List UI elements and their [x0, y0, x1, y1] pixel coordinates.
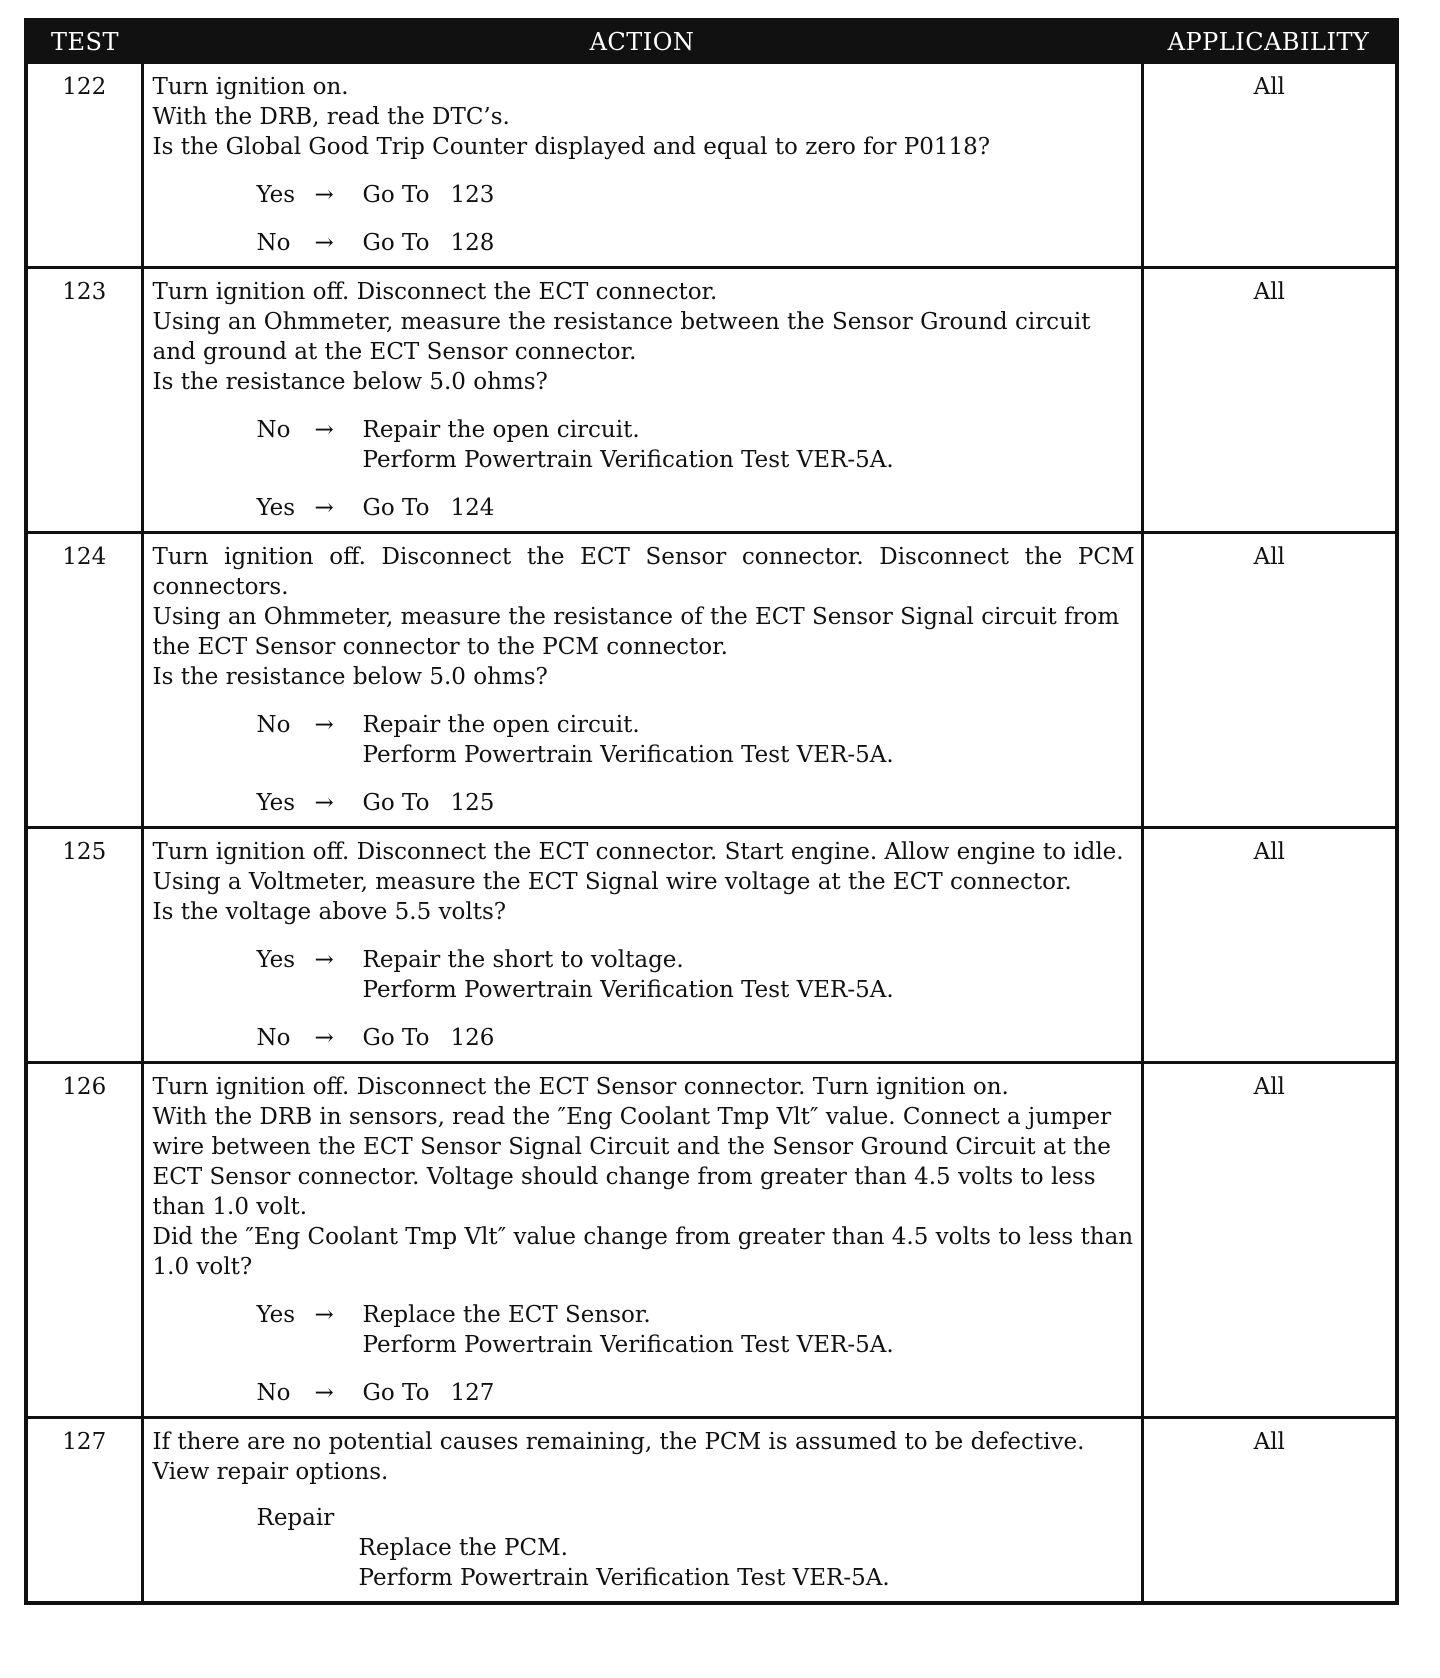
- repair-options: [257, 1503, 1135, 1593]
- table-row: [26, 1418, 1397, 1604]
- answer-label: No: [256, 1025, 291, 1051]
- instruction-line: Did the ″Eng Coolant Tmp Vlt″ value change from greater than 4.5 volts to less than 1.0 volt?: [152, 1224, 1134, 1280]
- test-instructions: [153, 542, 1135, 692]
- instruction-line: Turn ignition on.: [152, 74, 349, 100]
- result-yes: [257, 493, 1135, 523]
- answer-label: No: [256, 712, 291, 738]
- instruction-line: Is the voltage above 5.5 volts?: [152, 899, 507, 925]
- result-no: [257, 1378, 1135, 1408]
- goto-label: Go To: [362, 230, 430, 256]
- instruction-line: Is the Global Good Trip Counter displayed and equal to zero for P0118?: [152, 134, 991, 160]
- test-number: 124: [26, 533, 142, 828]
- applicability-cell: All: [1142, 1418, 1397, 1604]
- table-row: [26, 63, 1397, 268]
- result-action: Perform Powertrain Verification Test VER-5A.: [362, 977, 894, 1003]
- goto-target: 126: [450, 1025, 495, 1051]
- goto-target: 127: [450, 1380, 495, 1406]
- test-instructions: [153, 1427, 1135, 1487]
- test-instructions: [153, 837, 1135, 927]
- instruction-line: Turn ignition off. Disconnect the ECT Sensor connector. Turn ignition on.: [152, 1074, 1009, 1100]
- instruction-line: Using a Voltmeter, measure the ECT Signal wire voltage at the ECT connector.: [152, 869, 1072, 895]
- table-row: [26, 268, 1397, 533]
- result-action: Perform Powertrain Verification Test VER-5A.: [362, 447, 894, 473]
- goto-label: Go To: [362, 790, 430, 816]
- result-yes: [257, 1300, 1135, 1360]
- result-yes: [257, 180, 1135, 210]
- repair-step: Perform Powertrain Verification Test VER-5A.: [358, 1565, 890, 1591]
- repair-step: Replace the PCM.: [358, 1535, 568, 1561]
- applicability-cell: All: [1142, 533, 1397, 828]
- result-no: [257, 228, 1135, 258]
- answer-label: Yes: [256, 182, 296, 208]
- table-row: [26, 533, 1397, 828]
- answer-label: Yes: [256, 1302, 296, 1328]
- result-action: Perform Powertrain Verification Test VER-5A.: [362, 742, 894, 768]
- instruction-line: Turn ignition off. Disconnect the ECT Sensor connector. Disconnect the PCM connectors.: [152, 544, 1135, 600]
- test-number: 125: [26, 828, 142, 1063]
- action-cell: [142, 268, 1142, 533]
- action-cell: [142, 1418, 1142, 1604]
- result-action: Repair the open circuit.: [362, 712, 640, 738]
- test-instructions: [153, 1072, 1135, 1282]
- goto-target: 128: [450, 230, 495, 256]
- arrow-icon: →: [314, 230, 334, 256]
- result-action: Repair the open circuit.: [362, 417, 640, 443]
- diagnostic-test-table: [24, 18, 1399, 1605]
- test-number: 126: [26, 1063, 142, 1418]
- table-header: [26, 20, 1397, 63]
- arrow-icon: →: [314, 417, 334, 443]
- arrow-icon: →: [314, 495, 334, 521]
- arrow-icon: →: [314, 1380, 334, 1406]
- goto-label: Go To: [362, 182, 430, 208]
- result-action: Repair the short to voltage.: [362, 947, 684, 973]
- goto-label: Go To: [362, 495, 430, 521]
- repair-label: Repair: [256, 1505, 335, 1531]
- instruction-line: Turn ignition off. Disconnect the ECT connector. Start engine. Allow engine to idle.: [152, 839, 1124, 865]
- goto-label: Go To: [362, 1025, 430, 1051]
- arrow-icon: →: [314, 712, 334, 738]
- instruction-line: Is the resistance below 5.0 ohms?: [152, 369, 548, 395]
- result-no: [257, 1023, 1135, 1053]
- table-row: [26, 828, 1397, 1063]
- table-row: [26, 1063, 1397, 1418]
- action-cell: [142, 533, 1142, 828]
- test-instructions: [153, 277, 1135, 397]
- arrow-icon: →: [314, 1302, 334, 1328]
- goto-label: Go To: [362, 1380, 430, 1406]
- goto-target: 123: [450, 182, 495, 208]
- goto-target: 125: [450, 790, 495, 816]
- result-yes: [257, 945, 1135, 1005]
- instruction-line: With the DRB in sensors, read the ″Eng Coolant Tmp Vlt″ value. Connect a jumper wire between the ECT Sensor Signal Circuit and the Sensor Ground Circuit at the ECT Sensor connector. Voltage should change from greater than 4.5 volts to less than 1.0 volt.: [152, 1104, 1112, 1220]
- action-cell: [142, 828, 1142, 1063]
- result-yes: [257, 788, 1135, 818]
- answer-label: No: [256, 417, 291, 443]
- answer-label: No: [256, 230, 291, 256]
- answer-label: Yes: [256, 495, 296, 521]
- arrow-icon: →: [314, 1025, 334, 1051]
- instruction-line: Is the resistance below 5.0 ohms?: [152, 664, 548, 690]
- test-number: 123: [26, 268, 142, 533]
- instruction-line: Using an Ohmmeter, measure the resistance between the Sensor Ground circuit and ground at the ECT Sensor connector.: [152, 309, 1091, 365]
- instruction-line: If there are no potential causes remaining, the PCM is assumed to be defective.: [152, 1429, 1085, 1455]
- arrow-icon: →: [314, 182, 334, 208]
- instruction-line: View repair options.: [152, 1459, 389, 1485]
- test-number: 122: [26, 63, 142, 268]
- header-test: TEST: [26, 20, 142, 63]
- action-cell: [142, 63, 1142, 268]
- applicability-cell: All: [1142, 1063, 1397, 1418]
- arrow-icon: →: [314, 790, 334, 816]
- test-number: 127: [26, 1418, 142, 1604]
- header-applicability: APPLICABILITY: [1142, 20, 1397, 63]
- result-no: [257, 710, 1135, 770]
- goto-target: 124: [450, 495, 495, 521]
- result-action: Perform Powertrain Verification Test VER-5A.: [362, 1332, 894, 1358]
- action-cell: [142, 1063, 1142, 1418]
- applicability-cell: All: [1142, 828, 1397, 1063]
- instruction-line: With the DRB, read the DTC’s.: [152, 104, 510, 130]
- answer-label: No: [256, 1380, 291, 1406]
- header-action: ACTION: [142, 20, 1142, 63]
- instruction-line: Turn ignition off. Disconnect the ECT connector.: [152, 279, 718, 305]
- instruction-line: Using an Ohmmeter, measure the resistance of the ECT Sensor Signal circuit from the ECT Sensor connector to the PCM connector.: [152, 604, 1120, 660]
- arrow-icon: →: [314, 947, 334, 973]
- applicability-cell: All: [1142, 63, 1397, 268]
- result-no: [257, 415, 1135, 475]
- answer-label: Yes: [256, 790, 296, 816]
- test-instructions: [153, 72, 1135, 162]
- answer-label: Yes: [256, 947, 296, 973]
- applicability-cell: All: [1142, 268, 1397, 533]
- result-action: Replace the ECT Sensor.: [362, 1302, 651, 1328]
